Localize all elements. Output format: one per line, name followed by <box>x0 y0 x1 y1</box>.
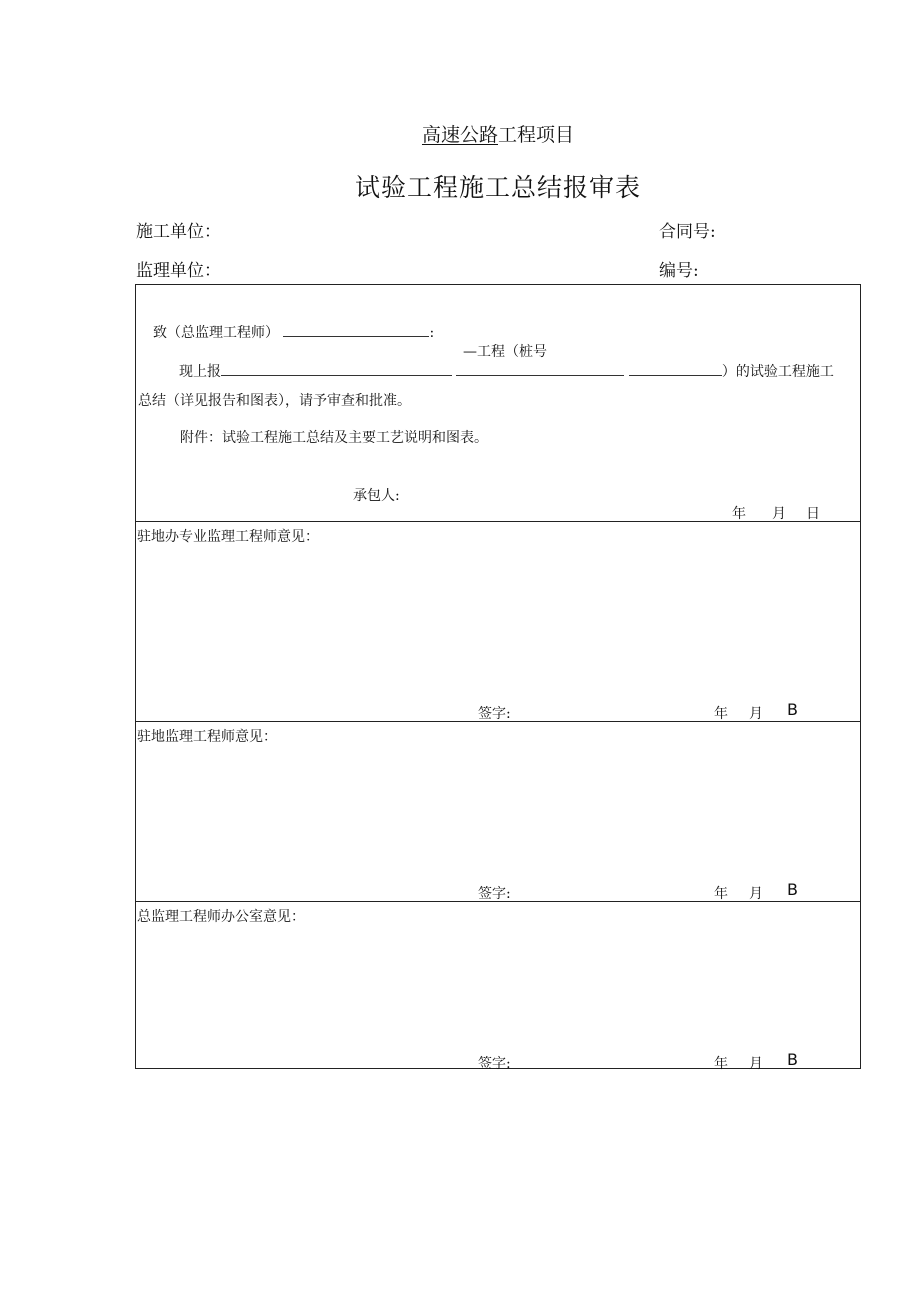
station-from-blank[interactable] <box>456 361 624 376</box>
date-month: 月 <box>772 506 786 522</box>
report-prefix: 现上报 <box>179 364 221 380</box>
engineer-name-blank[interactable] <box>283 322 429 337</box>
resident-engineer-opinion-section <box>136 721 860 901</box>
section-label: 驻地办专业监理工程师意见： <box>137 529 319 545</box>
to-label: 致（总监理工程师） <box>153 325 279 341</box>
date-day: B <box>787 1050 798 1069</box>
report-continuation: 总结（详见报告和图表），请予审查和批准。 <box>138 393 411 409</box>
signature-label: 签字: <box>478 706 511 722</box>
station-to-blank[interactable] <box>629 361 722 376</box>
project-title-underlined: 高速公路 <box>421 124 498 146</box>
to-line <box>153 322 434 342</box>
date-year: 年 <box>714 886 728 902</box>
section-label: 驻地监理工程师意见： <box>137 729 277 745</box>
date-day: B <box>787 880 798 899</box>
date-month: 月 <box>749 706 763 722</box>
chief-engineer-office-opinion-section <box>136 901 860 1072</box>
date-month: 月 <box>749 886 763 902</box>
project-title-rest: 工程项目 <box>498 124 575 146</box>
resident-specialist-opinion-section <box>136 521 860 721</box>
supervisor-label: 监理单位： <box>136 261 221 281</box>
section-label: 总监理工程师办公室意见： <box>137 909 305 925</box>
date-day: 日 <box>806 506 820 522</box>
contractor-label: 施工单位： <box>136 222 221 242</box>
date-year: 年 <box>714 1056 728 1072</box>
date-month: 月 <box>749 1056 763 1072</box>
attachment-note: 附件：试验工程施工总结及主要工艺说明和图表。 <box>180 430 488 446</box>
report-suffix: ）的试验工程施工 <box>721 364 834 380</box>
contractor-sign-label: 承包人: <box>353 488 400 504</box>
project-label: —工程（桩号 <box>463 344 547 360</box>
project-name-blank[interactable] <box>221 361 452 376</box>
contract-no-label: 合同号: <box>659 222 716 242</box>
form-title: 试验工程施工总结报审表 <box>354 173 641 202</box>
project-title <box>0 120 920 147</box>
date-day: B <box>787 700 798 719</box>
date-year: 年 <box>732 506 746 522</box>
signature-label: 签字: <box>478 886 511 902</box>
signature-label: 签字: <box>478 1056 511 1072</box>
report-line <box>179 361 834 381</box>
submission-section <box>136 285 860 521</box>
serial-label: 编号: <box>659 261 699 281</box>
approval-form <box>135 284 861 1072</box>
date-year: 年 <box>714 706 728 722</box>
to-colon: : <box>429 325 435 341</box>
